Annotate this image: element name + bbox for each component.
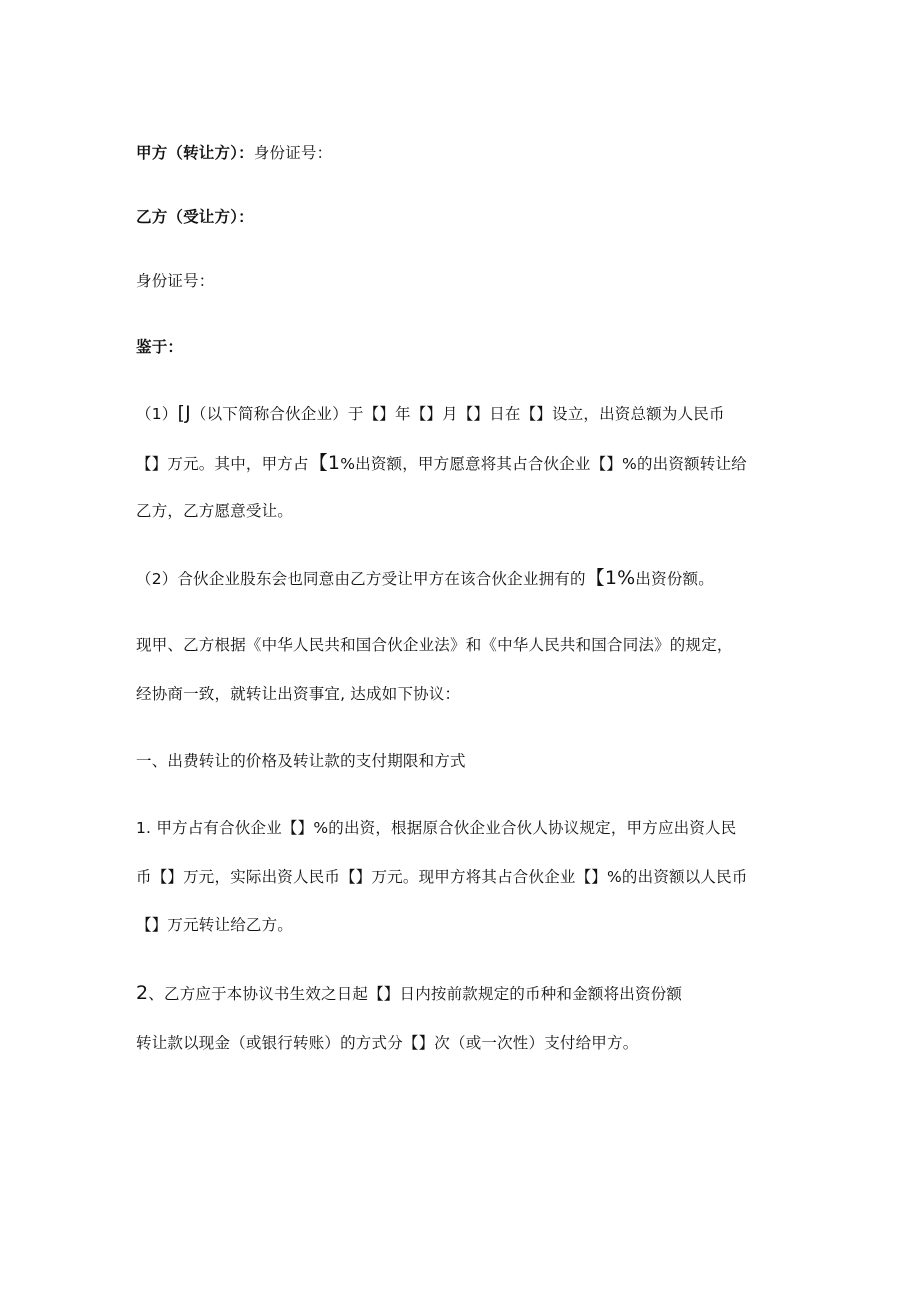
- recital-2-share: 【1%: [585, 567, 636, 589]
- intro-line-2: 经协商一致，就转让出资事宜, 达成如下协议：: [136, 685, 461, 703]
- recital-1-text-c: %出资额，甲方愿意将其占合伙企业【】%的出资额转让给: [340, 455, 747, 473]
- clause-1-line-2: 币【】万元，实际出资人民币【】万元。现甲方将其占合伙企业【】%的出资额以人民币: [136, 868, 748, 886]
- clause-2-line-1: [136, 982, 682, 1005]
- clause-1-line-3: 【】万元转让给乙方。: [136, 916, 294, 934]
- recital-2-text-b: 出资份额。: [635, 570, 714, 588]
- recital-1-bracket: [J: [177, 402, 191, 424]
- clause-2-line-2: 转让款以现金（或银行转账）的方式分【】次（或一次性）支付给甲方。: [136, 1034, 639, 1052]
- recital-1-text-a: （以下简称合伙企业）于【】年【】月【】日在【】设立，出资总额为人民币: [190, 405, 725, 423]
- party-a-id-label: 身份证号：: [253, 144, 333, 162]
- party-a-label: 甲方（转让方）：: [136, 144, 254, 162]
- intro-line-1: 现甲、乙方根据《中华人民共和国合伙企业法》和《中华人民共和国合同法》的规定，: [136, 636, 733, 654]
- recital-2-text-a: （2）合伙企业股东会也同意由乙方受让甲方在该合伙企业拥有的: [136, 570, 586, 588]
- recital-1-line-3: 乙方，乙方愿意受让。: [136, 502, 294, 520]
- clause-2-number: 2: [136, 982, 149, 1004]
- clause-2-text: 、乙方应于本协议书生效之日起【】日内按前款规定的币种和金额将出资份额: [148, 985, 683, 1003]
- section-1-title: 一、出费转让的价格及转让款的支付期限和方式: [136, 752, 466, 770]
- recital-1-share: 【1: [308, 452, 341, 474]
- recital-2: [136, 567, 714, 590]
- party-b-id-label: 身份证号：: [136, 272, 215, 290]
- recital-1-number: （1）: [136, 405, 178, 423]
- clause-1-line-1: 1. 甲方占有合伙企业【】%的出资，根据原合伙企业合伙人协议规定，甲方应出资人民: [136, 819, 737, 837]
- whereas-heading: 鉴于：: [136, 338, 184, 356]
- party-b-label: 乙方（受让方）：: [136, 208, 254, 226]
- recital-1-text-b: 【】万元。其中，甲方占: [136, 455, 309, 473]
- recital-1-line-1: [136, 402, 725, 425]
- party-a-line: [136, 142, 332, 164]
- recital-1-line-2: [136, 452, 747, 475]
